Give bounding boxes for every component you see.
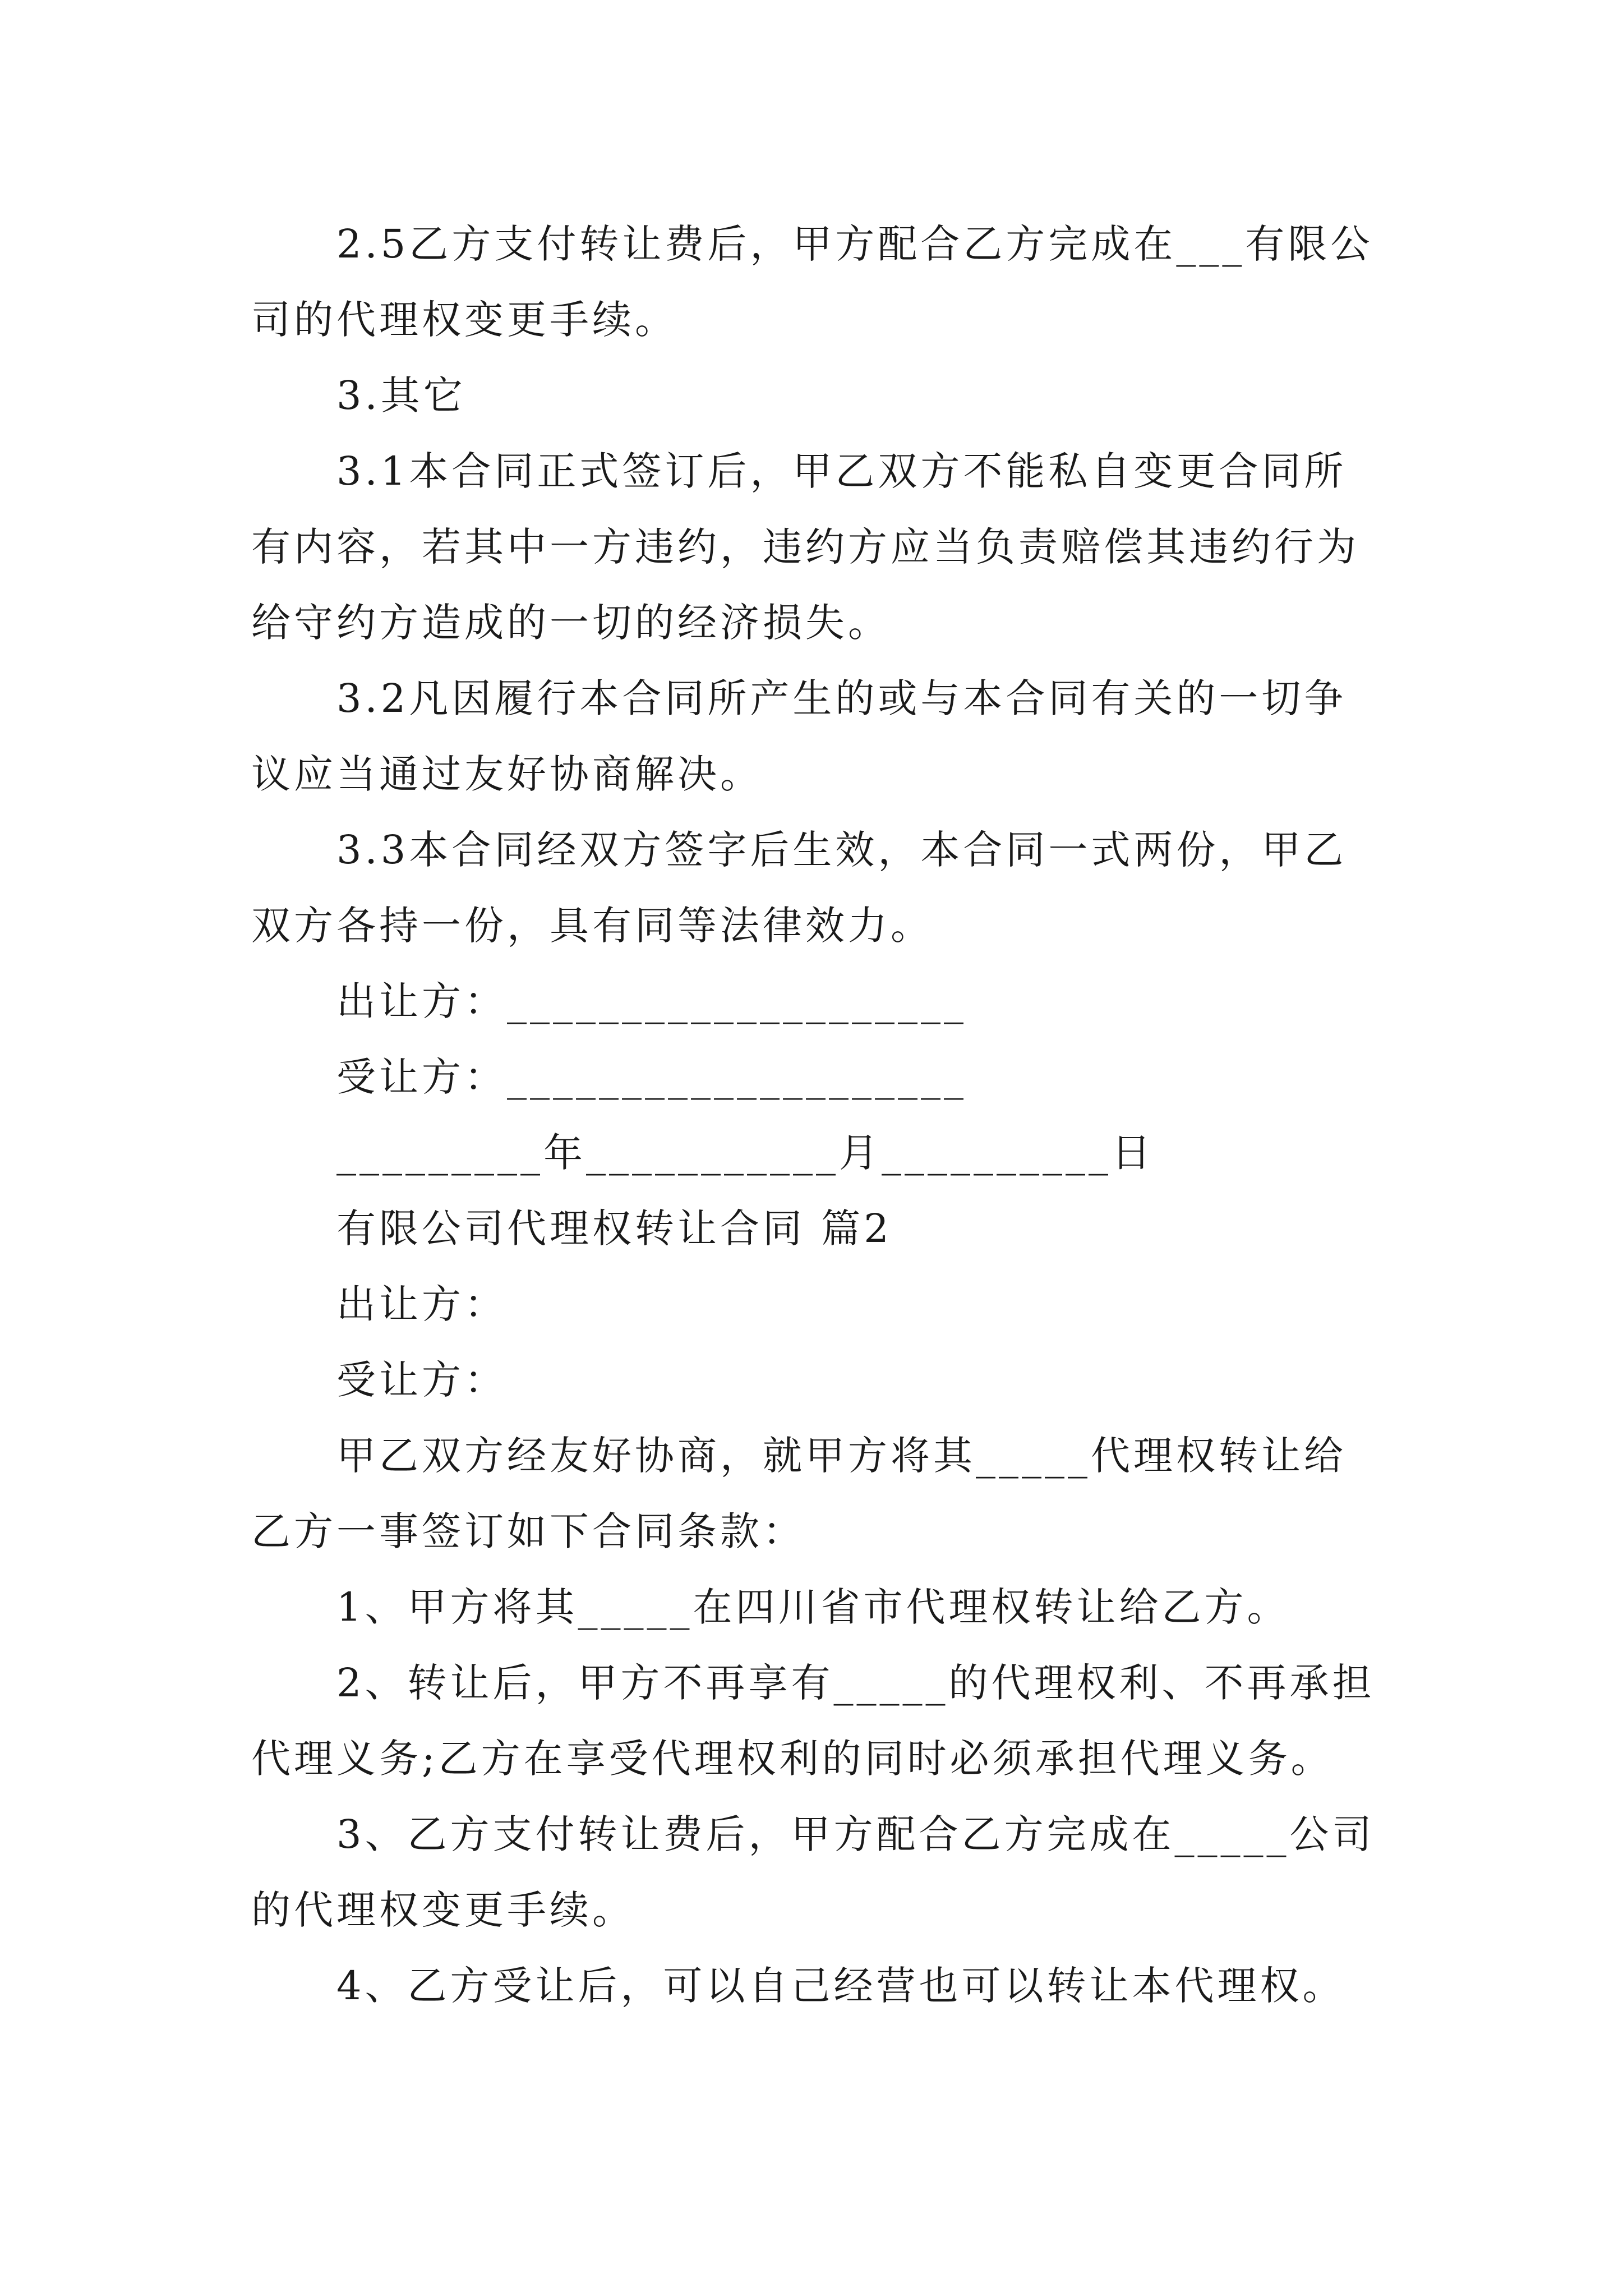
party-transferee-label: 受让方： [336,1357,507,1403]
intro-paragraph-line-2: 乙方一事签订如下合同条款： [251,1508,805,1554]
signature-transferor: 出让方：____________________ [336,978,967,1024]
section-3-heading: 3.其它 [336,372,466,418]
paragraph-3-1-line-3: 给守约方造成的一切的经济损失。 [251,600,891,646]
signature-date: _________年___________月__________日 [336,1130,1154,1176]
section-title-part-2: 有限公司代理权转让合同 篇2 [336,1205,892,1251]
paragraph-3-2-line-1: 3.2凡因履行本合同所产生的或与本合同有关的一切争 [336,675,1347,721]
clause-2-line-2: 代理义务;乙方在享受代理权利的同时必须承担代理义务。 [251,1736,1334,1782]
party-transferor-label: 出让方： [336,1281,507,1327]
clause-1: 1、甲方将其_____在四川省市代理权转让给乙方。 [336,1584,1290,1630]
clause-2-line-1: 2、转让后，甲方不再享有_____的代理权利、不再承担 [336,1660,1375,1706]
clause-3-line-1: 3、乙方支付转让费后，甲方配合乙方完成在_____公司 [336,1811,1375,1857]
clause-3-line-2: 的代理权变更手续。 [251,1887,635,1933]
clause-4: 4、乙方受让后，可以自己经营也可以转让本代理权。 [336,1963,1345,2009]
intro-paragraph-line-1: 甲乙双方经友好协商，就甲方将其_____代理权转让给 [336,1433,1347,1479]
paragraph-3-2-line-2: 议应当通过友好协商解决。 [251,751,763,797]
paragraph-3-3-line-2: 双方各持一份，具有同等法律效力。 [251,903,933,949]
paragraph-3-1-line-1: 3.1本合同正式签订后，甲乙双方不能私自变更合同所 [336,448,1347,494]
paragraph-3-3-line-1: 3.3本合同经双方签字后生效，本合同一式两份，甲乙 [336,827,1347,873]
signature-transferee: 受让方：____________________ [336,1054,967,1100]
paragraph-2-5-line-1: 2.5乙方支付转让费后，甲方配合乙方完成在___有限公 [336,221,1373,267]
paragraph-3-1-line-2: 有内容，若其中一方违约，违约方应当负责赔偿其违约行为 [251,524,1359,570]
paragraph-2-5-line-2: 司的代理权变更手续。 [251,297,677,343]
